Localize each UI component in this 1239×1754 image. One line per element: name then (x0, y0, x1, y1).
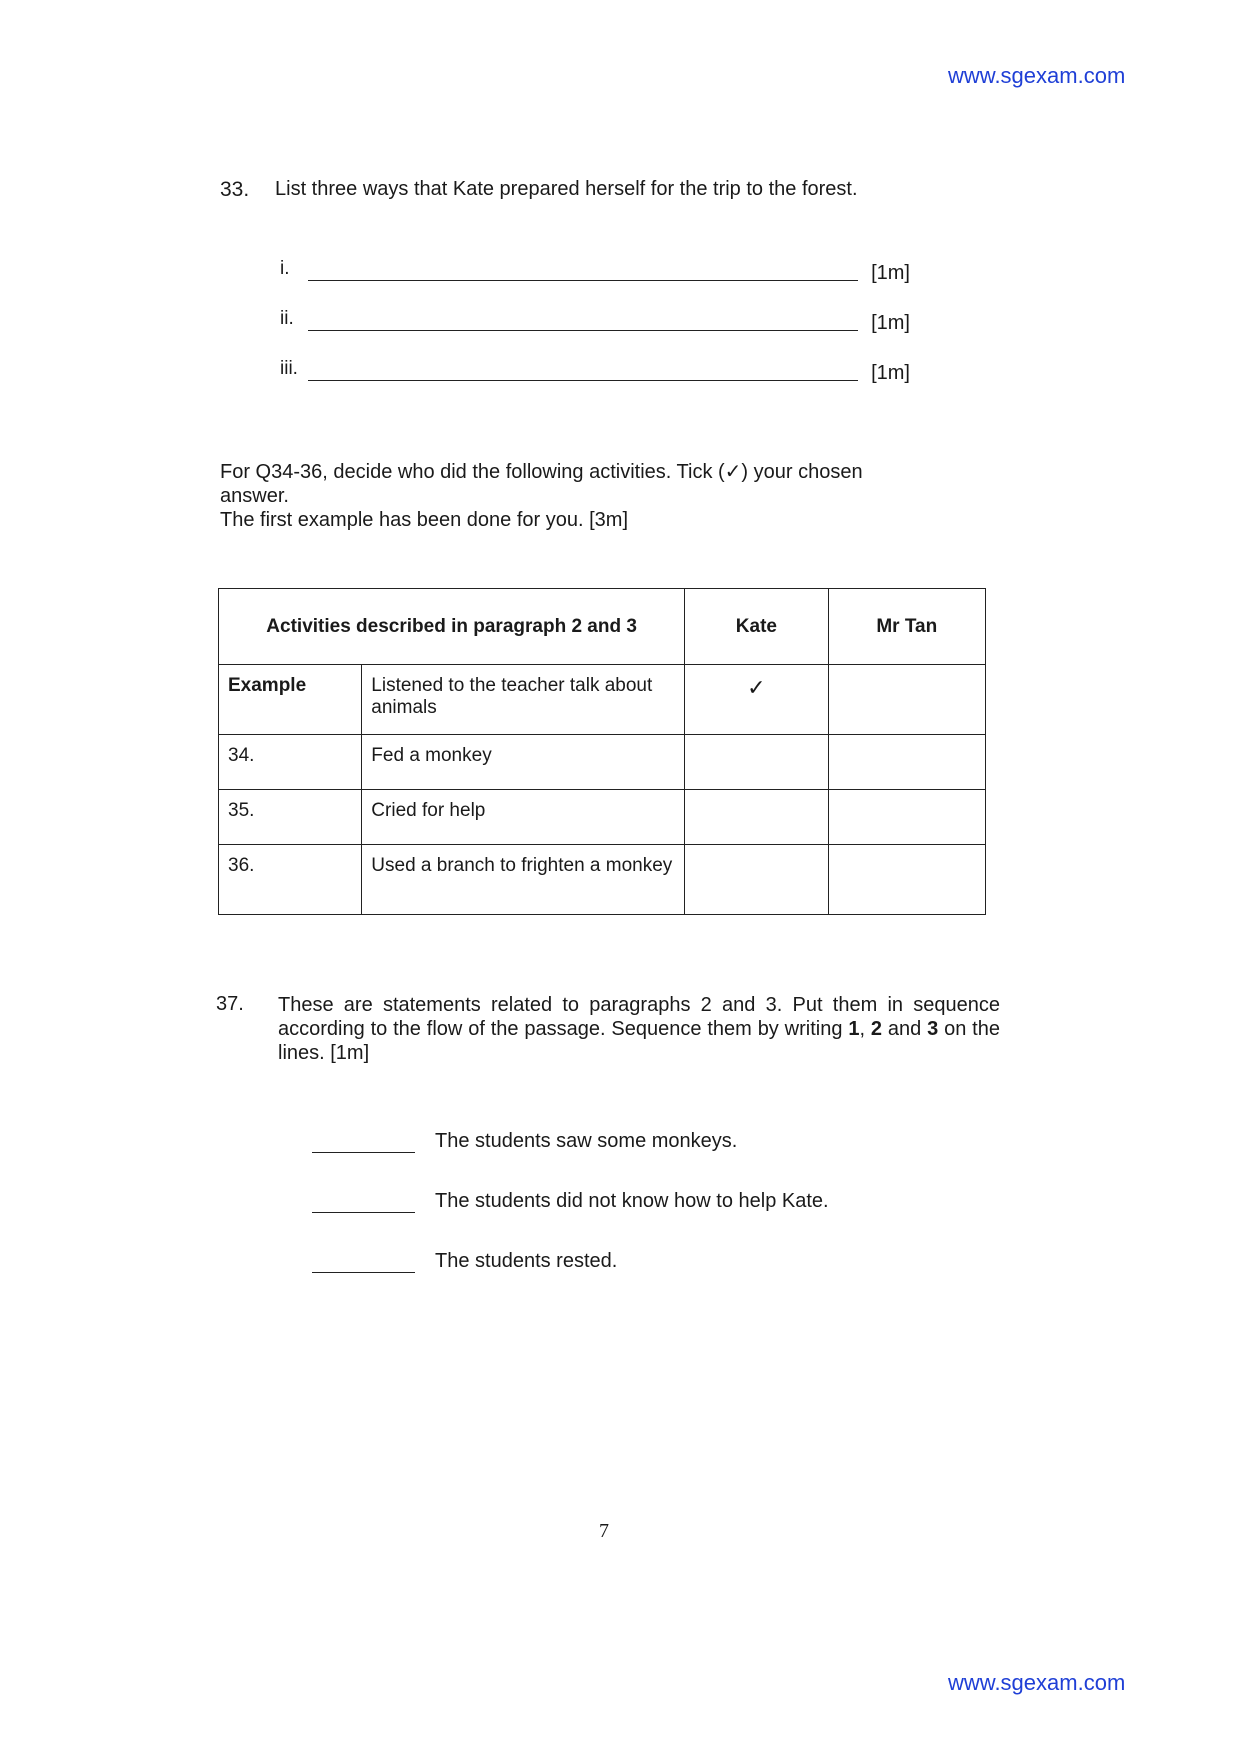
sequence-blank[interactable] (312, 1272, 415, 1273)
table-header-row (219, 589, 986, 665)
answer-line-ii[interactable] (280, 308, 910, 338)
q37-text-part: These are statements related to paragraphs 2 and 3. Put them in sequence according to the flow of the passage. Sequence them by writing (278, 994, 1000, 1040)
seq-number-2: 2 (870, 1018, 882, 1040)
tick-cell[interactable] (685, 735, 828, 790)
tick-cell[interactable] (828, 665, 985, 735)
header-activities: Activities described in paragraph 2 and 3 (219, 589, 685, 665)
question-37-number: 37. (216, 993, 244, 1015)
sequence-blank[interactable] (312, 1212, 415, 1213)
answer-numeral: i. (280, 258, 290, 279)
row-activity: Listened to the teacher talk about animals (362, 665, 685, 735)
mark-allocation: [1m] (871, 312, 910, 334)
instructions-q34-36 (220, 460, 900, 532)
tick-cell[interactable] (685, 845, 828, 915)
mark-allocation: [1m] (871, 262, 910, 284)
table-row-example (219, 665, 986, 735)
table-row-36 (219, 845, 986, 915)
answer-blank-line[interactable] (308, 330, 858, 331)
instructions-line-2: The first example has been done for you. [3m] (220, 509, 628, 531)
sequence-row-1 (312, 1130, 912, 1160)
tick-cell[interactable] (828, 790, 985, 845)
tick-cell[interactable] (828, 735, 985, 790)
tick-cell[interactable] (828, 845, 985, 915)
question-33-number: 33. (220, 178, 250, 201)
footer-site-link[interactable]: www.sgexam.com (948, 1670, 1126, 1695)
sequence-statement: The students did not know how to help Kate. (435, 1190, 829, 1212)
seq-number-3: 3 (927, 1018, 939, 1040)
row-activity: Cried for help (362, 790, 685, 845)
answer-blank-line[interactable] (308, 380, 858, 381)
answer-line-iii[interactable] (280, 358, 910, 388)
header-site-link[interactable]: www.sgexam.com (948, 63, 1126, 88)
instructions-line-1: For Q34-36, decide who did the following activities. Tick (✓) your chosen answer. (220, 461, 863, 507)
sequence-row-2 (312, 1190, 912, 1220)
question-37-text (278, 993, 1000, 1065)
activities-table (218, 588, 986, 915)
row-activity: Fed a monkey (362, 735, 685, 790)
sequence-statement: The students saw some monkeys. (435, 1130, 738, 1152)
answer-numeral: ii. (280, 308, 294, 329)
sequence-row-3 (312, 1250, 912, 1280)
tick-mark: ✓ (685, 665, 828, 735)
row-label: 35. (219, 790, 362, 845)
row-activity: Used a branch to frighten a monkey (362, 845, 685, 915)
mark-allocation: [1m] (871, 362, 910, 384)
row-label: 34. (219, 735, 362, 790)
q37-separator: and (882, 1018, 928, 1040)
header-kate: Kate (685, 589, 828, 665)
header-mr-tan: Mr Tan (828, 589, 985, 665)
sequence-blank[interactable] (312, 1152, 415, 1153)
answer-blank-line[interactable] (308, 280, 858, 281)
sequence-statement: The students rested. (435, 1250, 618, 1272)
question-33-text: List three ways that Kate prepared herself for the trip to the forest. (275, 178, 858, 200)
q37-separator: , (859, 1018, 871, 1040)
table-row-34 (219, 735, 986, 790)
answer-numeral: iii. (280, 358, 298, 379)
page-number: 7 (599, 1520, 609, 1542)
tick-cell[interactable] (685, 790, 828, 845)
row-label: 36. (219, 845, 362, 915)
q37-text-part: on the lines. [1m] (278, 1018, 1000, 1064)
row-label: Example (219, 665, 362, 735)
seq-number-1: 1 (848, 1018, 860, 1040)
answer-line-i[interactable] (280, 258, 910, 288)
table-row-35 (219, 790, 986, 845)
